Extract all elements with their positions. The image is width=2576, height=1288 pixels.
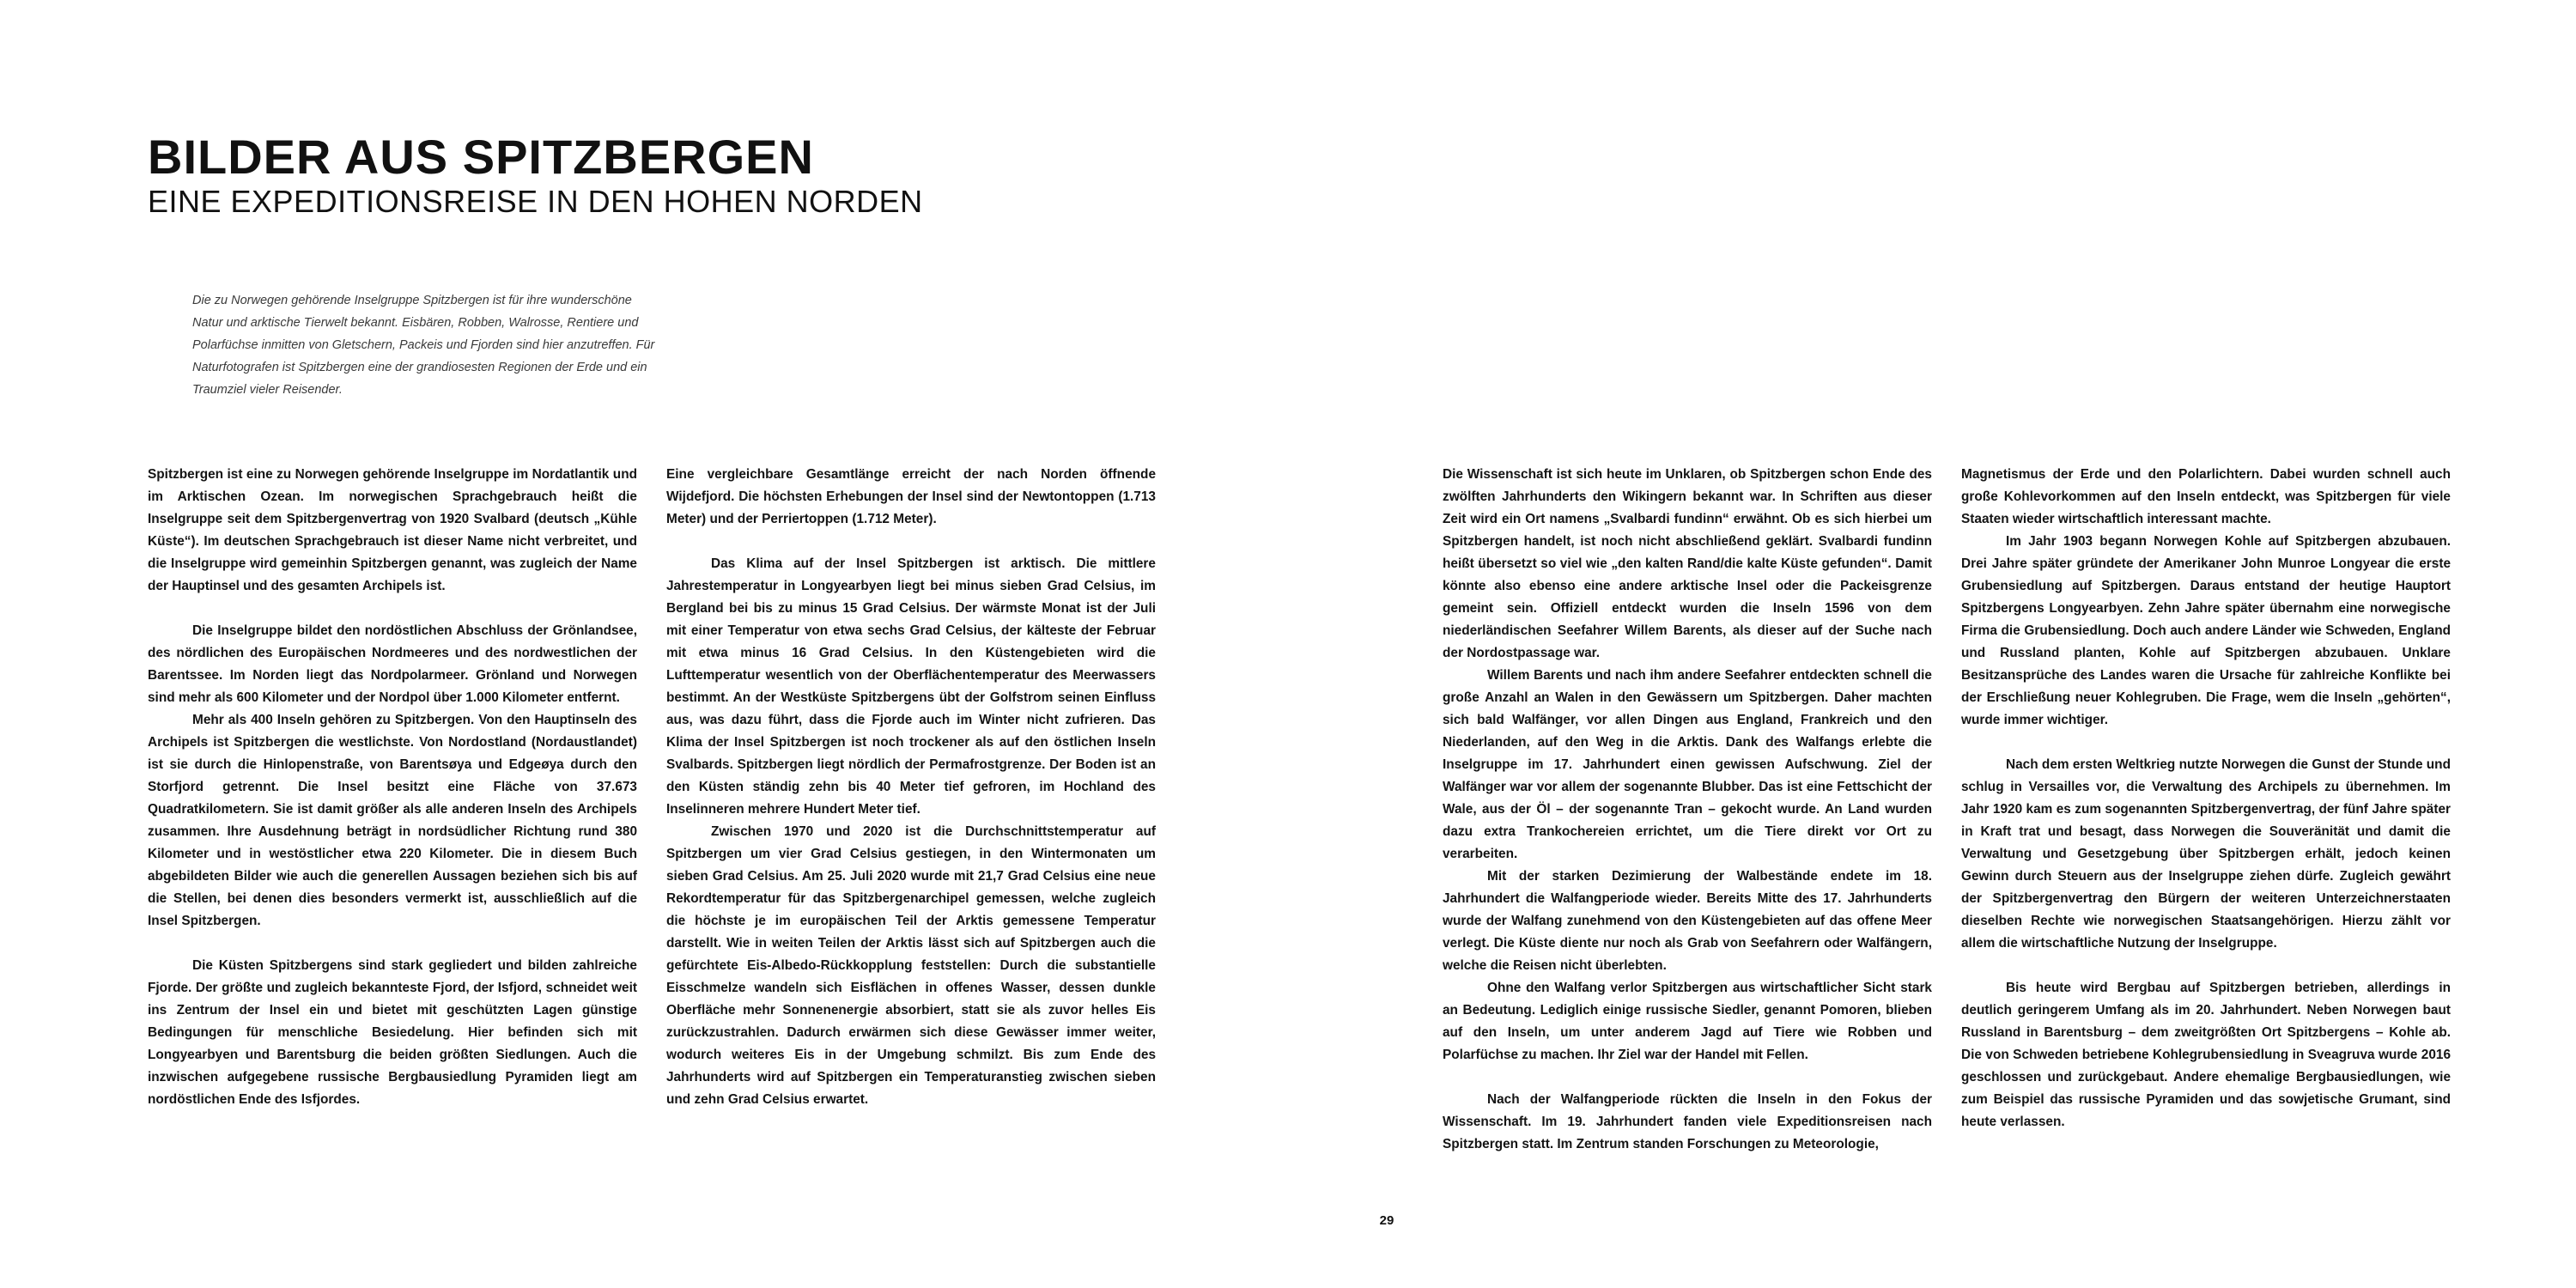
paragraph: Im Jahr 1903 begann Norwegen Kohle auf Spitzbergen abzubauen. Drei Jahre später gründete der Amerikaner John Munroe Longyear die erste Grubensiedlung auf Spitzbergen. Daraus entstand der heutige Hauptort Spitzbergens Longyearbyen. Zehn Jahre später übernahm eine norwegische Firma die Grubensiedlung. Doch auch andere Länder wie Schweden, England und Russland planten, Kohle auf Spitzbergen abzubauen. Unklare Besitzansprüche des Landes waren die Ursache für zahlreiche Konflikte bei der Erschließung neuer Kohlegruben. Die Frage, wem die Inseln „gehörten“, wurde immer wichtiger. — [1961, 534, 2451, 727]
page-number: 29 — [1379, 1213, 1394, 1228]
page-subtitle: EINE EXPEDITIONSREISE IN DEN HOHEN NORDEN — [148, 184, 923, 219]
paragraph: Ohne den Walfang verlor Spitzbergen aus wirtschaftlicher Sicht stark an Bedeutung. Lediglich einige russische Siedler, genannt Pomoren, blieben auf den Inseln, um unter anderem Jagd auf Tiere wie Robben und Polarfüchse zu machen. Ihr Ziel war der Handel mit Fellen. — [1443, 981, 1932, 1062]
paragraph: Magnetismus der Erde und den Polarlichtern. Dabei wurden schnell auch große Kohlevorkommen auf den Inseln entdeckt, was Spitzbergen für viele Staaten wieder wirtschaftlich interessant machte. — [1961, 467, 2451, 526]
paragraph: Willem Barents und nach ihm andere Seefahrer entdeckten schnell die große Anzahl an Walen in den Gewässern um Spitzbergen. Daher machten sich bald Walfänger, vor allen Dingen aus England, Frankreich und den Niederlanden, auf den Weg in die Arktis. Dank des Walfangs erlebte die Inselgruppe im 17. Jahrhundert einen gewissen Aufschwung. Ziel der Walfänger war vor allem der sogenannte Blubber. Das ist eine Fettschicht der Wale, aus der Öl – der sogenannte Tran – gekocht wurde. An Land wurden dazu extra Trankochereien errichtet, um die Tiere direkt vor Ort zu verarbeiten. — [1443, 668, 1932, 861]
text-column-4 — [1961, 464, 2451, 1133]
text-column-3 — [1443, 464, 1932, 1156]
paragraph: Mehr als 400 Inseln gehören zu Spitzbergen. Von den Hauptinseln des Archipels ist Spitzbergen die westlichste. Von Nordostland (Nordaustlandet) ist sie durch die Hinlopenstraße, von Barentsøya und Edgeøya durch den Storfjord getrennt. Die Insel besitzt eine Fläche von 37.673 Quadratkilometern. Sie ist damit größer als alle anderen Inseln des Archipels zusammen. Ihre Ausdehnung beträgt in nordsüdlicher Richtung rund 380 Kilometer und in westöstlicher etwa 220 Kilometer. Die in diesem Buch abgebildeten Bilder wie auch die generellen Aussagen beziehen sich bis auf die Stellen, bei denen dies besonders vermerkt ist, ausschließlich auf die Insel Spitzbergen. — [148, 713, 637, 928]
paragraph: Zwischen 1970 und 2020 ist die Durchschnittstemperatur auf Spitzbergen um vier Grad Celsius gestiegen, in den Wintermonaten um sieben Grad Celsius. Am 25. Juli 2020 wurde mit 21,7 Grad Celsius eine neue Rekordtemperatur für das Spitzbergenarchipel gemessen, welche zugleich die höchste je im europäischen Teil der Arktis gemessene Temperatur darstellt. Wie in weiten Teilen der Arktis lässt sich auf Spitzbergen auch die gefürchtete Eis-Albedo-Rückkopplung feststellen: Durch die substantielle Eisschmelze wandeln sich Eisflächen in offenes Wasser, dessen dunkle Oberfläche mehr Sonnenenergie absorbiert, statt sie als zuvor helles Eis zurückzustrahlen. Dadurch erwärmen sich diese Gewässer immer weiter, wodurch weiteres Eis in der Umgebung schmilzt. Bis zum Ende des Jahrhunderts wird auf Spitzbergen ein Temperaturanstieg zwischen sieben und zehn Grad Celsius erwartet. — [666, 824, 1156, 1107]
paragraph: Eine vergleichbare Gesamtlänge erreicht der nach Norden öffnende Wijdefjord. Die höchsten Erhebungen der Insel sind der Newtontoppen (1.713 Meter) und der Perriertoppen (1.712 Meter). — [666, 467, 1156, 526]
intro-paragraph: Die zu Norwegen gehörende Inselgruppe Spitzbergen ist für ihre wunderschöne Natur und arktische Tierwelt bekannt. Eisbären, Robben, Walrosse, Rentiere und Polarfüchse inmitten von Gletschern, Packeis und Fjorden sind hier anzutreffen. Für Naturfotografen ist Spitzbergen eine der grandiosesten Regionen der Erde und ein Traumziel vieler Reisender. — [192, 294, 655, 397]
paragraph: Spitzbergen ist eine zu Norwegen gehörende Inselgruppe im Nordatlantik und im Arktischen Ozean. Im norwegischen Sprachgebrauch heißt die Inselgruppe seit dem Spitzbergenvertrag von 1920 Svalbard (deutsch „Kühle Küste“). Im deutschen Sprachgebrauch ist dieser Name nicht verbreitet, und die Inselgruppe wird gemeinhin Spitzbergen genannt, was zugleich der Name der Hauptinsel und des gesamten Archipels ist. — [148, 467, 637, 593]
paragraph: Bis heute wird Bergbau auf Spitzbergen betrieben, allerdings in deutlich geringerem Umfang als im 20. Jahrhundert. Neben Norwegen baut Russland in Barentsburg – dem zweitgrößten Ort Spitzbergens – Kohle ab. Die von Schweden betriebene Kohlegrubensiedlung in Sveagruva wurde 2016 geschlossen und zurückgebaut. Andere ehemalige Bergbausiedlungen, wie zum Beispiel das russische Pyramiden und das sowjetische Grumant, sind heute verlassen. — [1961, 981, 2451, 1129]
text-column-2 — [666, 464, 1156, 1111]
paragraph: Die Küsten Spitzbergens sind stark gegliedert und bilden zahlreiche Fjorde. Der größte und zugleich bekannteste Fjord, der Isfjord, schneidet weit ins Zentrum der Insel ein und bietet mit geschützten Lagen günstige Bedingungen für menschliche Besiedelung. Hier befinden sich mit Longyearbyen und Barentsburg die beiden größten Siedlungen. Auch die inzwischen aufgegebene russische Bergbausiedlung Pyramiden liegt am nordöstlichen Ende des Isfjordes. — [148, 958, 637, 1107]
paragraph: Die Inselgruppe bildet den nordöstlichen Abschluss der Grönlandsee, des nördlichen des Europäischen Nordmeeres und des nordwestlichen der Barentssee. Im Norden liegt das Nordpolarmeer. Grönland und Norwegen sind mehr als 600 Kilometer und der Nordpol über 1.000 Kilometer entfernt. — [148, 623, 637, 705]
paragraph: Mit der starken Dezimierung der Walbestände endete im 18. Jahrhundert die Walfangperiode wieder. Bereits Mitte des 17. Jahrhunderts wurde der Walfang zunehmend von den Küstengebieten auf das offene Meer verlegt. Die Küste diente nur noch als Grab von Seefahrern oder Walfängern, welche die Reisen nicht überlebten. — [1443, 869, 1932, 973]
paragraph: Die Wissenschaft ist sich heute im Unklaren, ob Spitzbergen schon Ende des zwölften Jahrhunderts den Wikingern bekannt war. In Schriften aus dieser Zeit wird ein Ort namens „Svalbardi fundinn“ erwähnt. Ob es sich hierbei um Spitzbergen handelt, ist noch nicht abschließend geklärt. Svalbardi fundinn heißt übersetzt so viel wie „den kalten Rand/die kalte Küste gefunden“. Damit könnte also ebenso eine andere arktische Insel oder die Packeisgrenze gemeint sein. Offiziell entdeckt wurden die Inseln 1596 von dem niederländischen Seefahrer Willem Barents, als dieser auf der Suche nach der Nordostpassage war. — [1443, 467, 1932, 660]
paragraph: Nach der Walfangperiode rückten die Inseln in den Fokus der Wissenschaft. Im 19. Jahrhundert fanden viele Expeditionsreisen nach Spitzbergen statt. Im Zentrum standen Forschungen zu Meteorologie, — [1443, 1092, 1932, 1151]
paragraph: Nach dem ersten Weltkrieg nutzte Norwegen die Gunst der Stunde und schlug in Versailles vor, die Verwaltung des Archipels zu übernehmen. Im Jahr 1920 kam es zum sogenannten Spitzbergenvertrag, der fünf Jahre später in Kraft trat und besagt, dass Norwegen die Souveränität und damit die Verwaltung und Gesetzgebung über Spitzbergen erhält, jedoch keinen Gewinn durch Steuern aus der Inselgruppe ziehen dürfe. Zugleich gewährt der Spitzbergenvertrag den Bürgern der weiteren Unterzeichnerstaaten dieselben Rechte wie norwegischen Staatsangehörigen. Hierzu zählt vor allem die wirtschaftliche Nutzung der Inselgruppe. — [1961, 757, 2451, 951]
paragraph: Das Klima auf der Insel Spitzbergen ist arktisch. Die mittlere Jahrestemperatur in Longyearbyen liegt bei minus sieben Grad Celsius, im Bergland bei bis zu minus 15 Grad Celsius. Der wärmste Monat ist der Juli mit einer Temperatur von etwa sechs Grad Celsius, der kälteste der Februar mit etwa minus 16 Grad Celsius. In den Küstengebieten wird die Lufttemperatur wesentlich von der Oberflächentemperatur des Meerwassers bestimmt. An der Westküste Spitzbergens übt der Golfstrom seinen Einfluss aus, was dazu führt, dass die Fjorde auch im Winter nicht zufrieren. Das Klima der Insel Spitzbergen ist noch trockener als auf den östlichen Inseln Svalbards. Spitzbergen liegt nördlich der Permafrostgrenze. Der Boden ist an den Küsten ständig zehn bis 40 Meter tief gefroren, im Hochland des Inselinneren mehrere Hundert Meter tief. — [666, 556, 1156, 817]
page-title: BILDER AUS SPITZBERGEN — [148, 130, 814, 184]
text-column-1 — [148, 464, 637, 1111]
